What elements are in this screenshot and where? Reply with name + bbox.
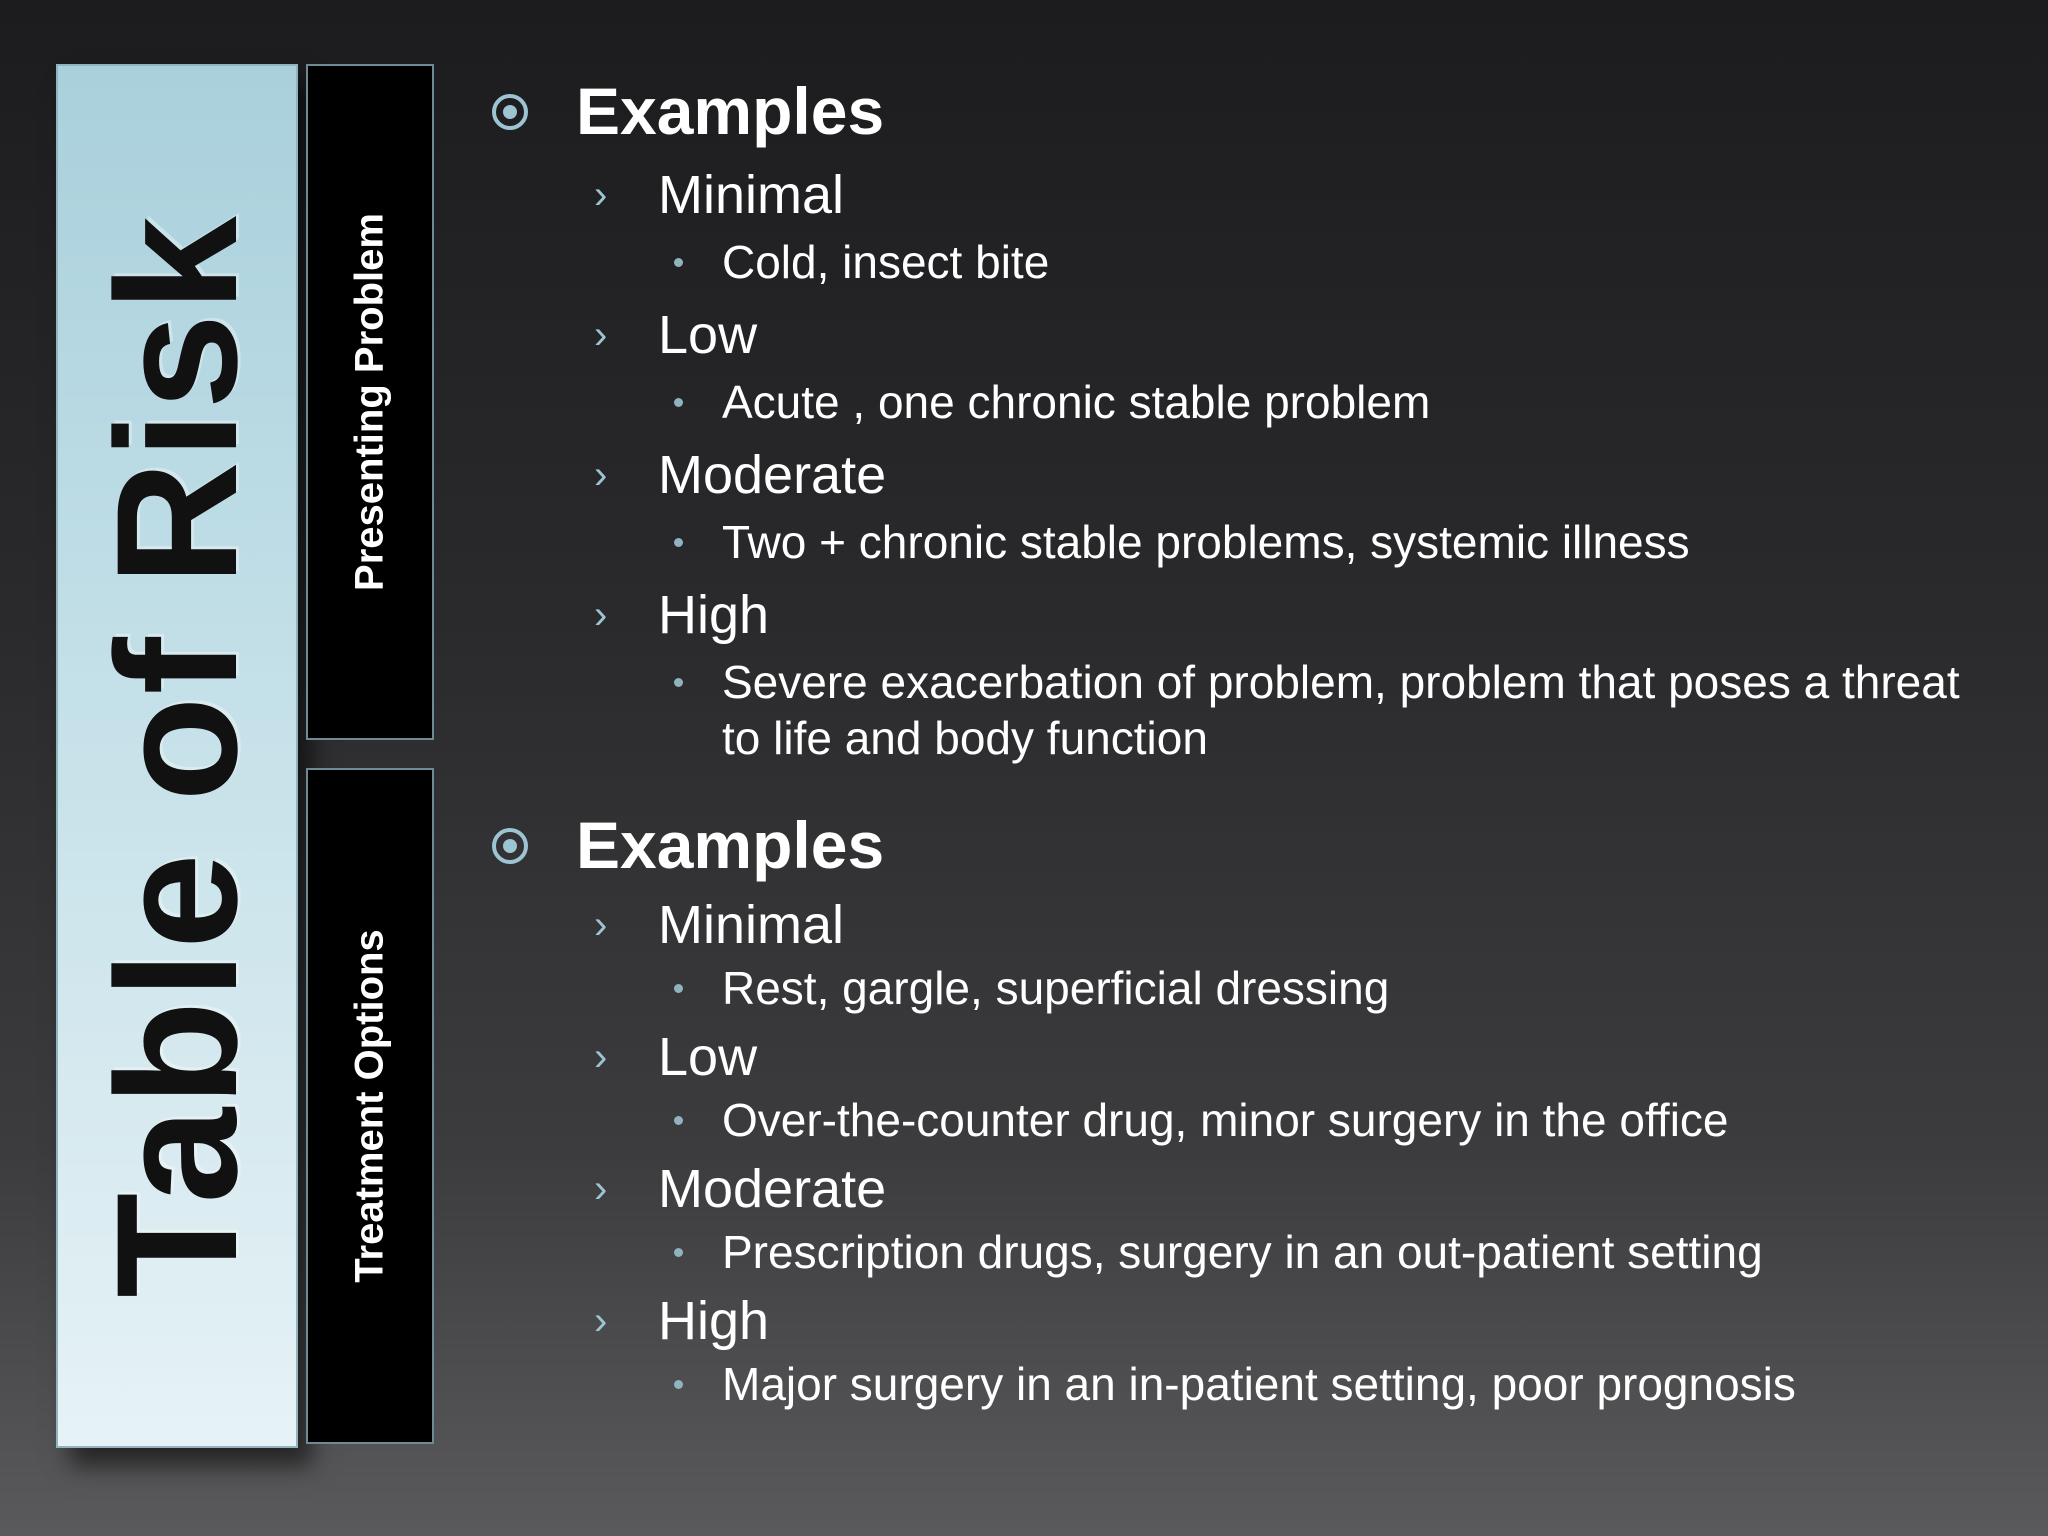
risk-example-text: Cold, insect bite [722, 236, 1050, 288]
target-bullet-icon [492, 828, 528, 864]
risk-example-text: Two + chronic stable problems, systemic illness [722, 516, 1690, 568]
chevron-right-icon: › [594, 1035, 608, 1079]
risk-level-label: Low [658, 305, 758, 365]
bullet-dot-icon [674, 1380, 683, 1389]
treatment-options-label [306, 768, 434, 1444]
risk-level-label: Moderate [658, 1159, 887, 1219]
chevron-right-icon: › [594, 173, 608, 217]
risk-example [488, 1224, 1992, 1280]
bullet-dot-icon [674, 538, 683, 547]
risk-example [488, 654, 1992, 766]
risk-example [488, 234, 1992, 290]
risk-level-label: Minimal [658, 165, 845, 225]
risk-example-text: Over-the-counter drug, minor surgery in the office [722, 1094, 1729, 1146]
bullet-dot-icon [674, 1116, 683, 1125]
presenting-problem-section [488, 72, 1992, 774]
risk-level [488, 160, 1992, 230]
section-heading [488, 72, 1992, 150]
bullet-dot-icon [674, 1248, 683, 1257]
section-heading-text: Examples [576, 74, 885, 148]
risk-example-text: Severe exacerbation of problem, problem that poses a threat to life and body function [722, 656, 1960, 764]
section-heading [488, 806, 1992, 884]
risk-example [488, 960, 1992, 1016]
risk-example [488, 1356, 1992, 1412]
risk-level [488, 1154, 1992, 1224]
chevron-right-icon: › [594, 1299, 608, 1343]
risk-example-text: Prescription drugs, surgery in an out-patient setting [722, 1226, 1763, 1278]
bullet-dot-icon [674, 258, 683, 267]
bullet-dot-icon [674, 678, 683, 687]
risk-level-label: High [658, 1291, 770, 1351]
target-bullet-icon [492, 94, 528, 130]
presenting-problem-label [306, 64, 434, 740]
risk-example [488, 1092, 1992, 1148]
bullet-dot-icon [674, 398, 683, 407]
chevron-right-icon: › [594, 903, 608, 947]
treatment-options-text: Treatment Options [347, 929, 392, 1283]
chevron-right-icon: › [594, 313, 608, 357]
risk-level-label: Moderate [658, 445, 887, 505]
chevron-right-icon: › [594, 453, 608, 497]
risk-level [488, 1286, 1992, 1356]
risk-example-text: Acute , one chronic stable problem [722, 376, 1431, 428]
risk-level-label: Minimal [658, 895, 845, 955]
risk-level [488, 440, 1992, 510]
slide-title: Table of Risk [81, 214, 273, 1298]
risk-example-text: Rest, gargle, superficial dressing [722, 962, 1390, 1014]
chevron-right-icon: › [594, 1167, 608, 1211]
risk-example [488, 374, 1992, 430]
risk-example-text: Major surgery in an in-patient setting, poor prognosis [722, 1358, 1796, 1410]
risk-level [488, 580, 1992, 650]
section-heading-text: Examples [576, 808, 885, 882]
treatment-options-section [488, 806, 1992, 1416]
chevron-right-icon: › [594, 593, 608, 637]
presenting-problem-text: Presenting Problem [347, 213, 392, 591]
risk-level [488, 300, 1992, 370]
risk-example [488, 514, 1992, 570]
risk-level [488, 1022, 1992, 1092]
title-panel [56, 64, 298, 1448]
risk-level-label: Low [658, 1027, 758, 1087]
bullet-dot-icon [674, 984, 683, 993]
risk-level-label: High [658, 585, 770, 645]
risk-level [488, 890, 1992, 960]
